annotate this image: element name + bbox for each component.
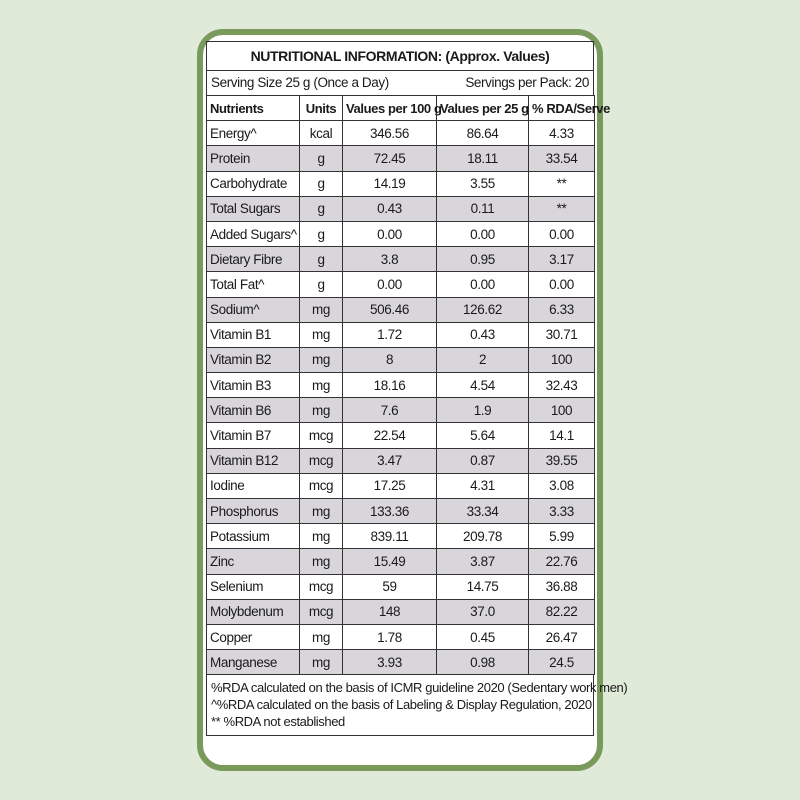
value-per-25g: 4.31 — [437, 473, 529, 498]
nutrient-name: Molybdenum — [207, 599, 300, 624]
value-per-25g: 33.34 — [437, 499, 529, 524]
header-nutrients: Nutrients — [207, 96, 300, 121]
value-per-25g: 0.43 — [437, 322, 529, 347]
value-per-25g: 0.95 — [437, 247, 529, 272]
value-per-25g: 14.75 — [437, 574, 529, 599]
value-per-25g: 1.9 — [437, 398, 529, 423]
value-per-100g: 3.8 — [343, 247, 437, 272]
value-per-100g: 0.43 — [343, 196, 437, 221]
table-row — [207, 473, 595, 498]
value-per-100g: 15.49 — [343, 549, 437, 574]
serving-size: Serving Size 25 g (Once a Day) — [211, 75, 389, 90]
rda-per-serve: 3.08 — [529, 473, 595, 498]
nutrient-name: Energy^ — [207, 121, 300, 146]
unit: g — [300, 247, 343, 272]
table-row — [207, 599, 595, 624]
unit: mg — [300, 499, 343, 524]
value-per-100g: 17.25 — [343, 473, 437, 498]
value-per-25g: 3.87 — [437, 549, 529, 574]
value-per-100g: 506.46 — [343, 297, 437, 322]
footnote-not-established: ** %RDA not established — [211, 714, 345, 730]
nutrient-name: Dietary Fibre — [207, 247, 300, 272]
table-row — [207, 499, 595, 524]
footnote-rda-labeling: ^%RDA calculated on the basis of Labeling & Display Regulation, 2020 — [211, 697, 592, 713]
serving-info-row — [206, 70, 594, 95]
table-header-row — [207, 96, 595, 121]
header-units: Units — [300, 96, 343, 121]
nutrient-name: Sodium^ — [207, 297, 300, 322]
unit: mg — [300, 650, 343, 675]
nutrient-name: Vitamin B2 — [207, 347, 300, 372]
value-per-25g: 86.64 — [437, 121, 529, 146]
unit: mcg — [300, 473, 343, 498]
unit: g — [300, 272, 343, 297]
servings-per-pack: Servings per Pack: 20 — [465, 75, 589, 90]
rda-per-serve: 100 — [529, 347, 595, 372]
rda-per-serve: 5.99 — [529, 524, 595, 549]
value-per-100g: 1.72 — [343, 322, 437, 347]
nutrient-name: Phosphorus — [207, 499, 300, 524]
nutrition-table-wrapper — [206, 41, 628, 736]
unit: mg — [300, 322, 343, 347]
nutrient-name: Potassium — [207, 524, 300, 549]
value-per-100g: 839.11 — [343, 524, 437, 549]
table-row — [207, 171, 595, 196]
table-row — [207, 398, 595, 423]
rda-per-serve: 0.00 — [529, 221, 595, 246]
table-row — [207, 347, 595, 372]
unit: mg — [300, 524, 343, 549]
value-per-25g: 0.98 — [437, 650, 529, 675]
value-per-100g: 0.00 — [343, 272, 437, 297]
table-row — [207, 247, 595, 272]
nutrient-name: Carbohydrate — [207, 171, 300, 196]
rda-per-serve: 100 — [529, 398, 595, 423]
value-per-25g: 37.0 — [437, 599, 529, 624]
unit: kcal — [300, 121, 343, 146]
table-row — [207, 272, 595, 297]
nutrition-panel — [197, 29, 628, 771]
rda-per-serve: 33.54 — [529, 146, 595, 171]
panel-title: NUTRITIONAL INFORMATION: (Approx. Values) — [206, 41, 594, 70]
nutrient-name: Vitamin B1 — [207, 322, 300, 347]
unit: mg — [300, 347, 343, 372]
unit: mg — [300, 549, 343, 574]
value-per-100g: 133.36 — [343, 499, 437, 524]
nutrient-name: Protein — [207, 146, 300, 171]
nutrient-name: Vitamin B7 — [207, 423, 300, 448]
value-per-100g: 22.54 — [343, 423, 437, 448]
rda-per-serve: 6.33 — [529, 297, 595, 322]
table-row — [207, 448, 595, 473]
table-row — [207, 624, 595, 649]
header-per-25g: Values per 25 g — [437, 96, 529, 121]
rda-per-serve: 3.33 — [529, 499, 595, 524]
nutrient-name: Manganese — [207, 650, 300, 675]
nutrient-name: Copper — [207, 624, 300, 649]
table-row — [207, 650, 595, 675]
unit: g — [300, 196, 343, 221]
rda-per-serve: 82.22 — [529, 599, 595, 624]
nutrient-name: Vitamin B12 — [207, 448, 300, 473]
value-per-100g: 3.93 — [343, 650, 437, 675]
nutrient-name: Vitamin B6 — [207, 398, 300, 423]
value-per-25g: 0.00 — [437, 221, 529, 246]
header-per-100g: Values per 100 g — [343, 96, 437, 121]
value-per-25g: 0.87 — [437, 448, 529, 473]
value-per-25g: 209.78 — [437, 524, 529, 549]
unit: g — [300, 221, 343, 246]
footnote-rda-icmr: %RDA calculated on the basis of ICMR guideline 2020 (Sedentary work men) — [211, 680, 628, 696]
table-row — [207, 322, 595, 347]
unit: mg — [300, 624, 343, 649]
unit: g — [300, 171, 343, 196]
value-per-100g: 59 — [343, 574, 437, 599]
value-per-100g: 1.78 — [343, 624, 437, 649]
table-row — [207, 574, 595, 599]
nutrient-name: Added Sugars^ — [207, 221, 300, 246]
value-per-100g: 18.16 — [343, 373, 437, 398]
rda-per-serve: 39.55 — [529, 448, 595, 473]
value-per-100g: 0.00 — [343, 221, 437, 246]
unit: mcg — [300, 599, 343, 624]
rda-per-serve: 14.1 — [529, 423, 595, 448]
unit: mg — [300, 398, 343, 423]
rda-per-serve: 24.5 — [529, 650, 595, 675]
value-per-100g: 346.56 — [343, 121, 437, 146]
unit: mcg — [300, 574, 343, 599]
unit: mg — [300, 297, 343, 322]
value-per-25g: 4.54 — [437, 373, 529, 398]
table-row — [207, 423, 595, 448]
header-rda: % RDA/Serve — [529, 96, 595, 121]
value-per-100g: 3.47 — [343, 448, 437, 473]
rda-per-serve: 3.17 — [529, 247, 595, 272]
value-per-25g: 18.11 — [437, 146, 529, 171]
rda-per-serve: 30.71 — [529, 322, 595, 347]
value-per-25g: 3.55 — [437, 171, 529, 196]
value-per-25g: 5.64 — [437, 423, 529, 448]
table-row — [207, 146, 595, 171]
table-row — [207, 549, 595, 574]
value-per-100g: 8 — [343, 347, 437, 372]
table-row — [207, 297, 595, 322]
value-per-25g: 0.11 — [437, 196, 529, 221]
table-row — [207, 373, 595, 398]
rda-per-serve: ** — [529, 196, 595, 221]
footnotes — [206, 675, 628, 736]
nutrient-name: Vitamin B3 — [207, 373, 300, 398]
rda-per-serve: 26.47 — [529, 624, 595, 649]
rda-per-serve: 32.43 — [529, 373, 595, 398]
table-body — [207, 121, 595, 675]
table-row — [207, 524, 595, 549]
value-per-100g: 72.45 — [343, 146, 437, 171]
rda-per-serve: 0.00 — [529, 272, 595, 297]
rda-per-serve: 22.76 — [529, 549, 595, 574]
value-per-25g: 126.62 — [437, 297, 529, 322]
rda-per-serve: ** — [529, 171, 595, 196]
unit: mcg — [300, 448, 343, 473]
value-per-25g: 0.45 — [437, 624, 529, 649]
table-row — [207, 121, 595, 146]
value-per-25g: 0.00 — [437, 272, 529, 297]
value-per-100g: 7.6 — [343, 398, 437, 423]
rda-per-serve: 4.33 — [529, 121, 595, 146]
value-per-25g: 2 — [437, 347, 529, 372]
value-per-100g: 148 — [343, 599, 437, 624]
value-per-100g: 14.19 — [343, 171, 437, 196]
table-row — [207, 196, 595, 221]
nutrient-name: Total Sugars — [207, 196, 300, 221]
nutrient-name: Total Fat^ — [207, 272, 300, 297]
nutrient-name: Selenium — [207, 574, 300, 599]
unit: mcg — [300, 423, 343, 448]
unit: g — [300, 146, 343, 171]
table-row — [207, 221, 595, 246]
rda-per-serve: 36.88 — [529, 574, 595, 599]
unit: mg — [300, 373, 343, 398]
nutrient-name: Zinc — [207, 549, 300, 574]
nutrient-name: Iodine — [207, 473, 300, 498]
nutrition-table — [206, 95, 610, 675]
